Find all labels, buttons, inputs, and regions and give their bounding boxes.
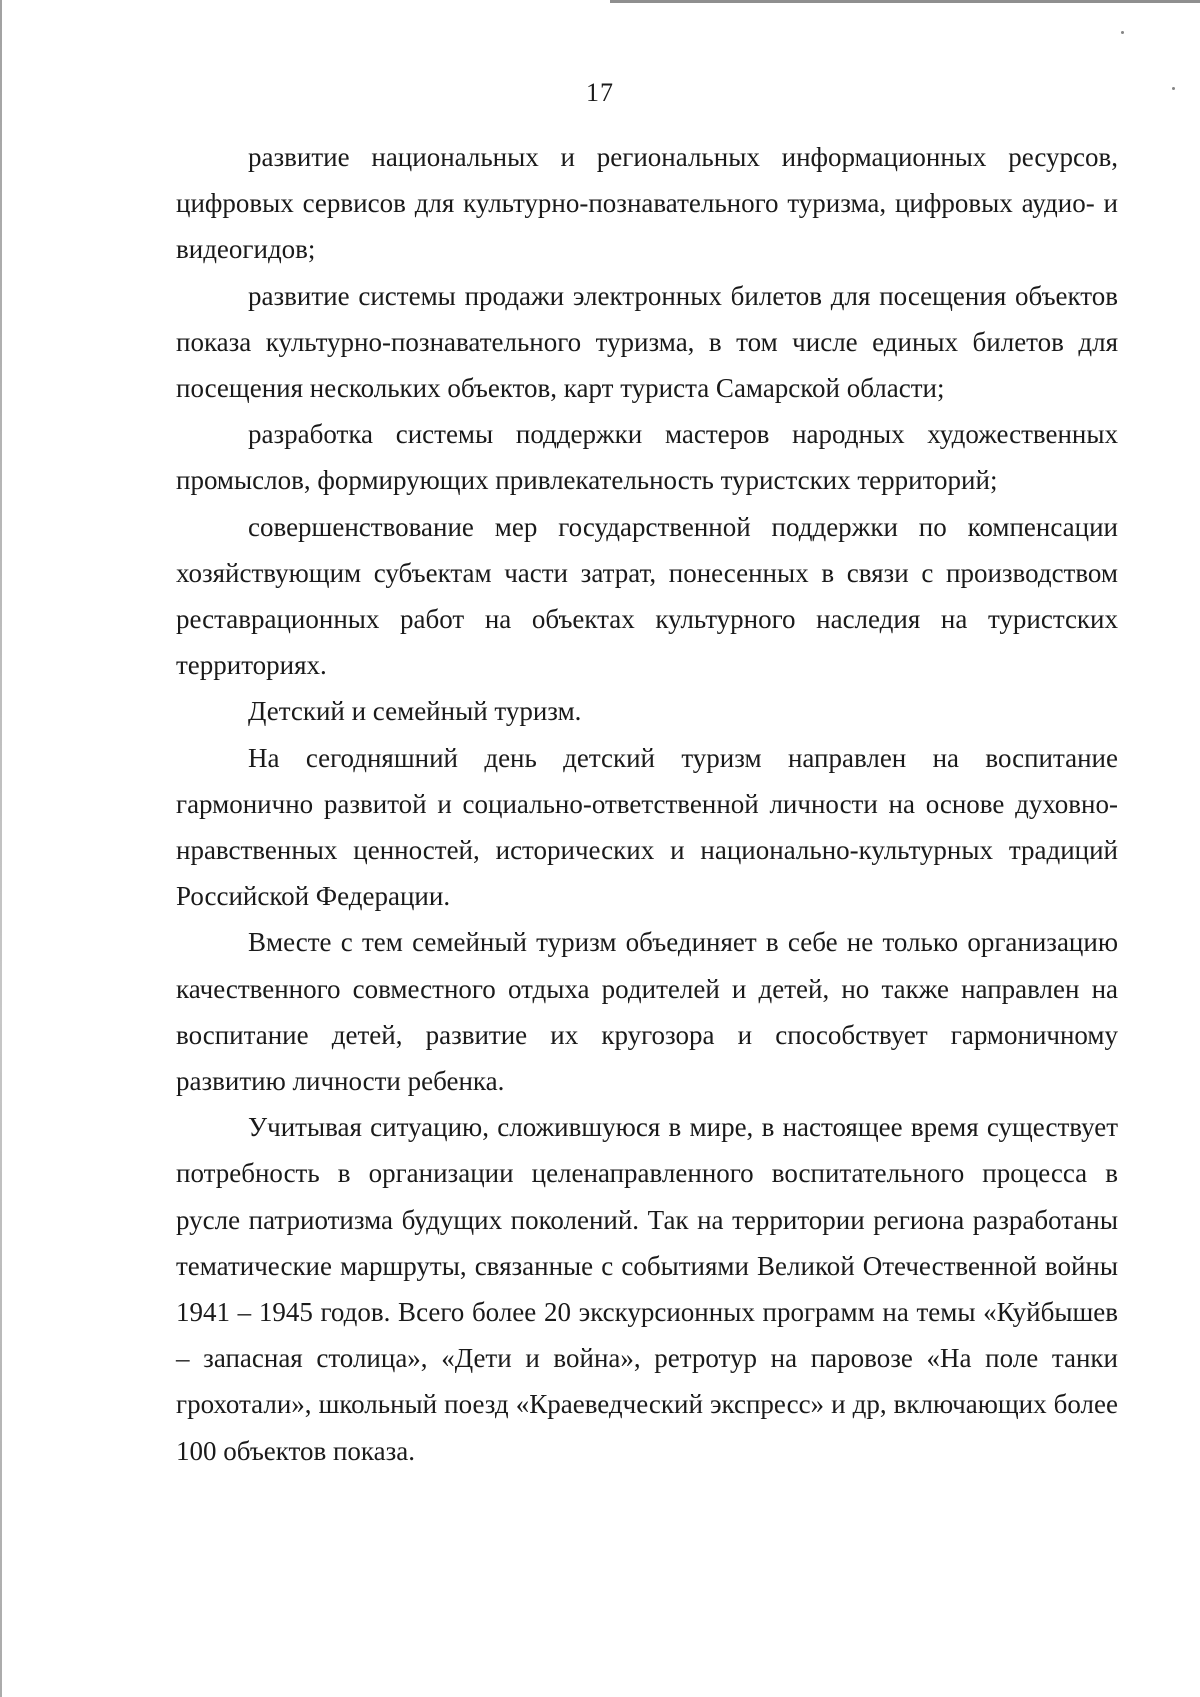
paragraph-restoration-support: совершенствование мер государственной поддержки по компенсации хозяйствующим субъектам части затрат, понесенных в связи с производством реставрационных работ на объектах культурного наследия на туристских территориях. (176, 511, 1118, 681)
page-number: 17 (586, 78, 614, 107)
scan-edge-top (610, 0, 1200, 3)
paragraph-family-tourism: Вместе с тем семейный туризм объединяет в себе не только организацию качественного совместного отдыха родителей и детей, но также направлен на воспитание детей, развитие их кругозора и способствует гармоничному развитию личности ребенка. (176, 927, 1118, 1097)
paragraph-crafts-support: разработка системы поддержки мастеров народных художественных промыслов, формирующих привлекательность туристских территорий; (176, 419, 1118, 496)
paragraph-children-tourism: На сегодняшний день детский туризм направлен на воспитание гармонично развитой и социально-ответственной личности на основе духовно-нравственных ценностей, исторических и национально-культурных традиций Российской Федерации. (176, 742, 1118, 912)
paragraph-digital-resources: развитие национальных и региональных информационных ресурсов, цифровых сервисов для культурно-познавательного туризма, цифровых аудио- и видеогидов; (176, 142, 1118, 265)
document-body (176, 134, 1118, 1474)
paragraph-electronic-tickets: развитие системы продажи электронных билетов для посещения объектов показа культурно-познавательного туризма, в том числе единых билетов для посещения нескольких объектов, карт туриста Самарской области; (176, 280, 1118, 404)
section-heading-children-family-tourism: Детский и семейный туризм. (248, 696, 582, 727)
scan-edge-left (0, 0, 2, 1697)
scan-speck (1121, 31, 1124, 34)
paragraph-patriotic-routes: Учитывая ситуацию, сложившуюся в мире, в настоящее время существует потребность в организации целенаправленного воспитательного процесса в русле патриотизма будущих поколений. Так на территории региона разработаны тематические маршруты, связанные с событиями Великой Отечественной войны 1941 – 1945 годов. Всего более 20 экскурсионных программ на темы «Куйбышев – запасная столица», «Дети и война», ретротур на паровозе «На поле танки грохотали», школьный поезд «Краеведческий экспресс» и др, включающих более 100 объектов показа. (176, 1112, 1118, 1466)
